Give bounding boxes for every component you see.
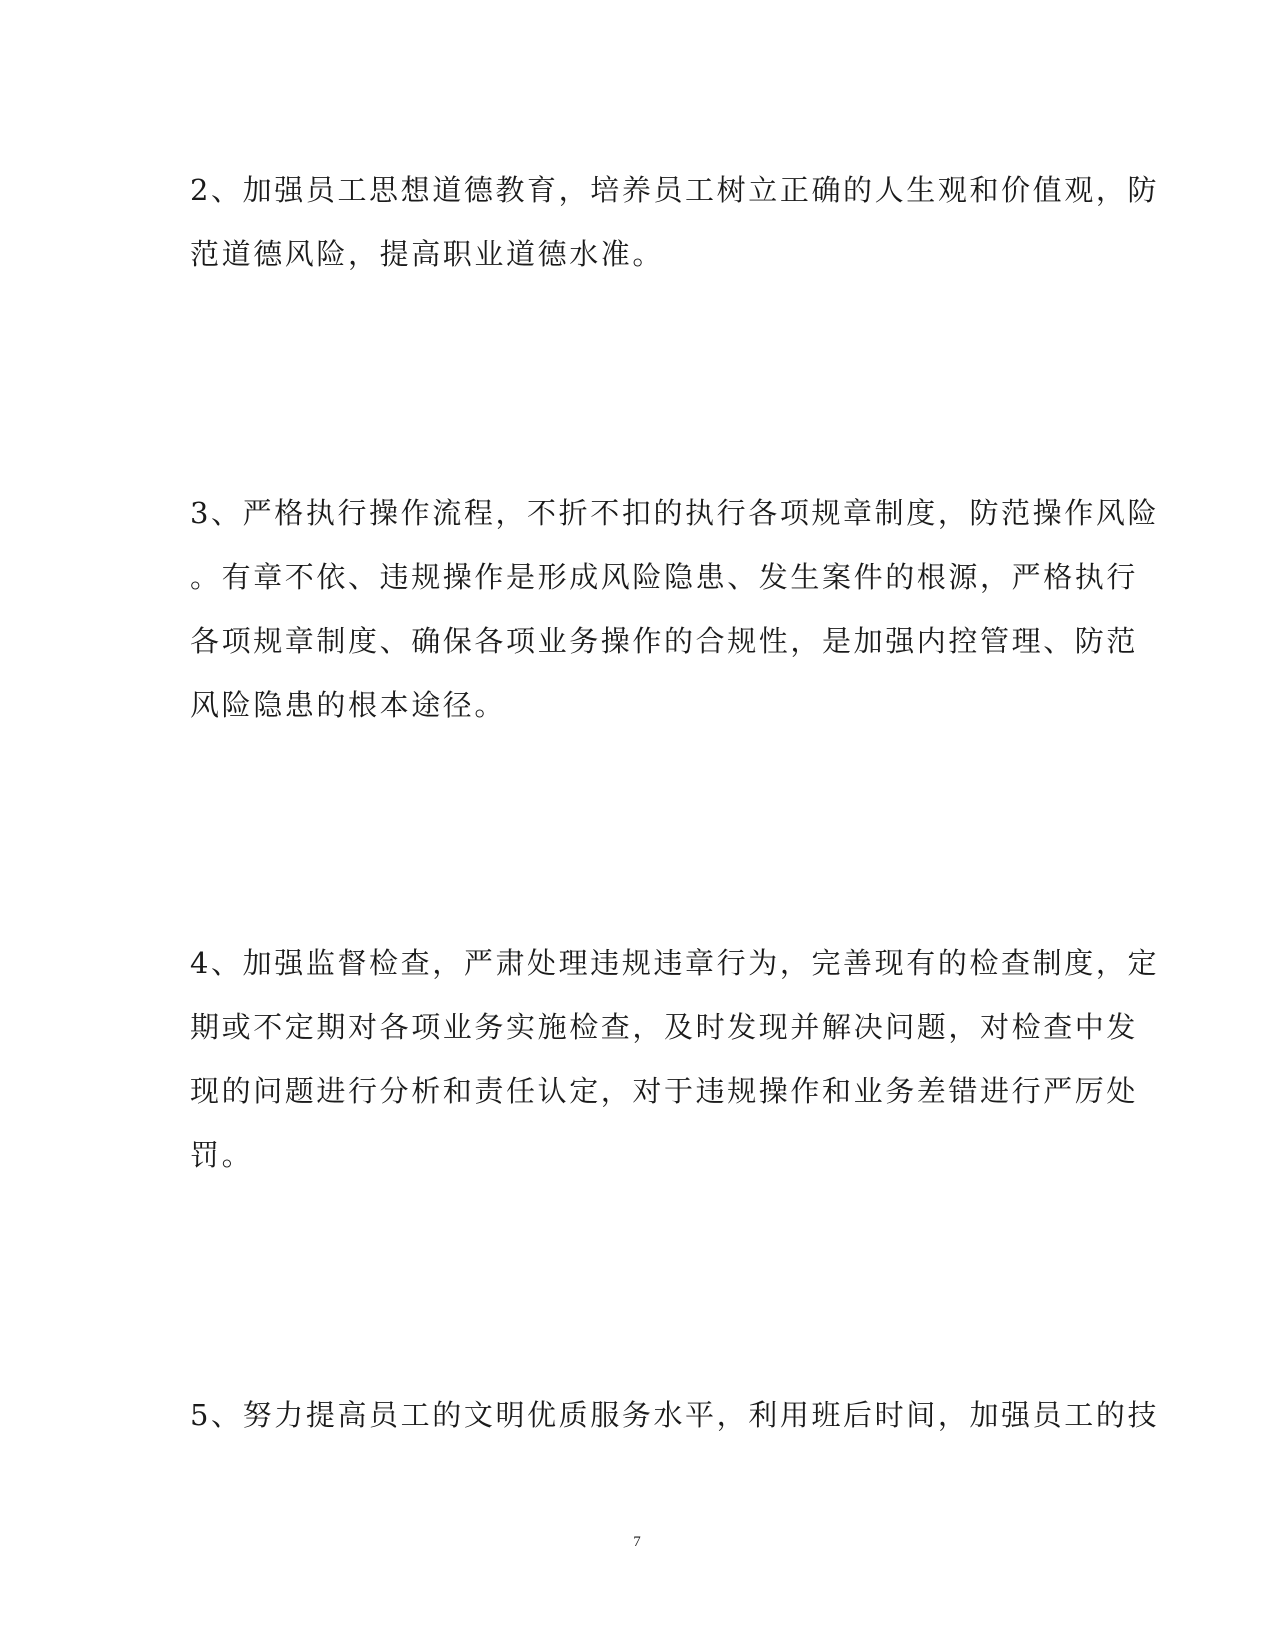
text-line: 现的问题进行分析和责任认定，对于违规操作和业务差错进行严厉处 <box>190 1074 1139 1108</box>
text-line: 5、努力提高员工的文明优质服务水平，利用班后时间，加强员工的技 <box>190 1398 1160 1432</box>
text-line: 各项规章制度、确保各项业务操作的合规性，是加强内控管理、防范 <box>190 624 1139 658</box>
text-line: 。有章不依、违规操作是形成风险隐患、发生案件的根源，严格执行 <box>190 560 1139 594</box>
text-line: 4、加强监督检查，严肃处理违规违章行为，完善现有的检查制度，定 <box>190 946 1160 980</box>
text-line: 风险隐患的根本途径。 <box>190 688 507 722</box>
text-line: 范道德风险，提高职业道德水准。 <box>190 237 665 271</box>
text-line: 罚。 <box>190 1138 254 1172</box>
page-number: 7 <box>633 1534 641 1550</box>
text-line: 期或不定期对各项业务实施检查，及时发现并解决问题，对检查中发 <box>190 1010 1139 1044</box>
text-line: 3、严格执行操作流程，不折不扣的执行各项规章制度，防范操作风险 <box>190 496 1160 530</box>
text-line: 2、加强员工思想道德教育，培养员工树立正确的人生观和价值观，防 <box>190 173 1160 207</box>
